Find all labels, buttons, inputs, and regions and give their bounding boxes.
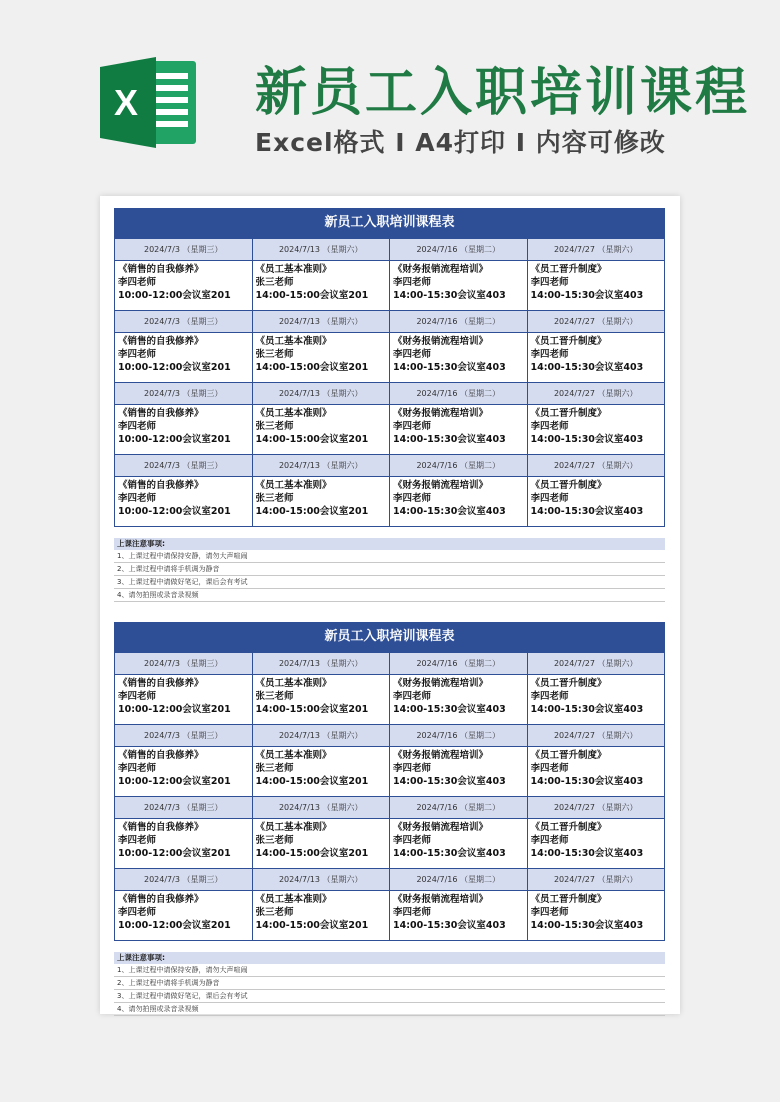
course-row — [115, 747, 665, 797]
course-name: 《财务报销流程培训》 — [393, 336, 489, 347]
course-time: 14:00-15:00会议室201 — [255, 920, 369, 931]
course-time: 14:00-15:30会议室403 — [530, 362, 644, 373]
course-cell — [115, 261, 253, 311]
course-time: 14:00-15:30会议室403 — [393, 506, 506, 517]
course-time: 10:00-12:00会议室201 — [118, 506, 231, 517]
date-cell: 2024/7/13 （星期六） — [252, 455, 390, 477]
course-name: 《员工晋升制度》 — [530, 678, 607, 689]
note-item: 4、请勿拍照或录音录视频 — [114, 589, 665, 602]
excel-logo-icon — [100, 55, 200, 150]
date-cell: 2024/7/13 （星期六） — [252, 797, 390, 819]
course-name: 《员工基本准则》 — [255, 750, 332, 761]
course-time: 14:00-15:30会议室403 — [530, 776, 644, 787]
course-name: 《财务报销流程培训》 — [393, 480, 489, 491]
course-time: 14:00-15:30会议室403 — [393, 434, 506, 445]
course-teacher: 张三老师 — [255, 493, 294, 504]
course-row — [115, 891, 665, 941]
course-row — [115, 261, 665, 311]
note-item: 4、请勿拍照或录音录视频 — [114, 1003, 665, 1016]
course-teacher: 李四老师 — [118, 763, 157, 774]
course-teacher: 李四老师 — [530, 277, 569, 288]
course-row — [115, 405, 665, 455]
date-cell: 2024/7/13 （星期六） — [252, 653, 390, 675]
course-teacher: 李四老师 — [118, 349, 157, 360]
date-cell: 2024/7/27 （星期六） — [527, 239, 665, 261]
date-cell: 2024/7/27 （星期六） — [527, 797, 665, 819]
course-teacher: 李四老师 — [530, 493, 569, 504]
schedule-block-1 — [114, 208, 665, 602]
course-name: 《财务报销流程培训》 — [393, 750, 489, 761]
course-time: 14:00-15:30会议室403 — [393, 362, 506, 373]
course-time: 14:00-15:00会议室201 — [255, 506, 369, 517]
schedule-table — [114, 238, 665, 527]
course-cell — [390, 891, 528, 941]
course-name: 《员工晋升制度》 — [530, 480, 607, 491]
course-row — [115, 333, 665, 383]
date-cell: 2024/7/13 （星期六） — [252, 725, 390, 747]
course-name: 《员工基本准则》 — [255, 678, 332, 689]
document-sheet — [100, 196, 680, 1014]
course-teacher: 李四老师 — [530, 907, 569, 918]
course-teacher: 李四老师 — [118, 277, 157, 288]
note-item: 1、上课过程中请保持安静，请勿大声喧闹 — [114, 550, 665, 563]
course-name: 《员工晋升制度》 — [530, 894, 607, 905]
course-teacher: 李四老师 — [530, 691, 569, 702]
course-name: 《员工晋升制度》 — [530, 336, 607, 347]
course-row — [115, 819, 665, 869]
note-item: 2、上课过程中请将手机调为静音 — [114, 563, 665, 576]
note-item: 2、上课过程中请将手机调为静音 — [114, 977, 665, 990]
date-cell: 2024/7/16 （星期二） — [390, 869, 528, 891]
course-cell — [527, 819, 665, 869]
course-time: 14:00-15:00会议室201 — [255, 362, 369, 373]
course-time: 14:00-15:30会议室403 — [393, 920, 506, 931]
course-name: 《销售的自我修养》 — [118, 336, 204, 347]
course-name: 《财务报销流程培训》 — [393, 822, 489, 833]
course-time: 14:00-15:30会议室403 — [393, 848, 506, 859]
date-cell: 2024/7/13 （星期六） — [252, 383, 390, 405]
course-time: 10:00-12:00会议室201 — [118, 920, 231, 931]
course-cell — [390, 261, 528, 311]
course-name: 《员工基本准则》 — [255, 336, 332, 347]
date-cell: 2024/7/3 （星期三） — [115, 653, 253, 675]
course-teacher: 张三老师 — [255, 691, 294, 702]
date-cell: 2024/7/3 （星期三） — [115, 725, 253, 747]
svg-text:X: X — [113, 82, 139, 123]
schedule-title: 新员工入职培训课程表 — [114, 208, 665, 238]
course-cell — [252, 819, 390, 869]
date-cell: 2024/7/27 （星期六） — [527, 311, 665, 333]
course-cell — [115, 333, 253, 383]
course-cell — [115, 675, 253, 725]
date-row — [115, 869, 665, 891]
course-cell — [527, 405, 665, 455]
course-time: 14:00-15:30会议室403 — [530, 506, 644, 517]
notes-section — [114, 952, 665, 1016]
course-cell — [390, 819, 528, 869]
course-cell — [527, 891, 665, 941]
date-cell: 2024/7/3 （星期三） — [115, 239, 253, 261]
course-name: 《员工晋升制度》 — [530, 750, 607, 761]
course-cell — [115, 819, 253, 869]
page-title: 新员工入职培训课程 — [255, 63, 751, 123]
date-cell: 2024/7/3 （星期三） — [115, 455, 253, 477]
course-teacher: 张三老师 — [255, 421, 294, 432]
page-subtitle: Excel格式 I A4打印 I 内容可修改 — [255, 128, 666, 157]
date-cell: 2024/7/27 （星期六） — [527, 383, 665, 405]
date-cell: 2024/7/16 （星期二） — [390, 383, 528, 405]
course-time: 14:00-15:30会议室403 — [530, 434, 644, 445]
course-teacher: 李四老师 — [393, 835, 432, 846]
date-cell: 2024/7/16 （星期二） — [390, 239, 528, 261]
course-teacher: 张三老师 — [255, 763, 294, 774]
note-item: 3、上课过程中请做好笔记，课后会有考试 — [114, 576, 665, 589]
course-teacher: 李四老师 — [118, 907, 157, 918]
course-name: 《销售的自我修养》 — [118, 750, 204, 761]
course-teacher: 李四老师 — [530, 421, 569, 432]
course-name: 《员工基本准则》 — [255, 480, 332, 491]
course-name: 《财务报销流程培训》 — [393, 264, 489, 275]
course-name: 《员工基本准则》 — [255, 822, 332, 833]
course-cell — [115, 405, 253, 455]
course-time: 10:00-12:00会议室201 — [118, 362, 231, 373]
course-name: 《销售的自我修养》 — [118, 822, 204, 833]
course-teacher: 李四老师 — [393, 691, 432, 702]
course-teacher: 李四老师 — [530, 349, 569, 360]
course-time: 14:00-15:00会议室201 — [255, 704, 369, 715]
date-row — [115, 797, 665, 819]
date-cell: 2024/7/13 （星期六） — [252, 239, 390, 261]
course-cell — [390, 477, 528, 527]
course-cell — [252, 675, 390, 725]
course-time: 14:00-15:00会议室201 — [255, 776, 369, 787]
course-teacher: 李四老师 — [530, 763, 569, 774]
date-cell: 2024/7/27 （星期六） — [527, 455, 665, 477]
date-row — [115, 653, 665, 675]
schedule-table — [114, 652, 665, 941]
course-time: 10:00-12:00会议室201 — [118, 776, 231, 787]
course-time: 10:00-12:00会议室201 — [118, 848, 231, 859]
course-name: 《销售的自我修养》 — [118, 408, 204, 419]
schedule-block-2 — [114, 622, 665, 1016]
notes-title: 上课注意事项: — [114, 952, 665, 964]
course-time: 14:00-15:30会议室403 — [530, 848, 644, 859]
course-teacher: 李四老师 — [530, 835, 569, 846]
course-name: 《销售的自我修养》 — [118, 480, 204, 491]
date-cell: 2024/7/27 （星期六） — [527, 653, 665, 675]
course-name: 《财务报销流程培训》 — [393, 678, 489, 689]
page-header — [0, 0, 780, 195]
course-cell — [390, 747, 528, 797]
date-cell: 2024/7/16 （星期二） — [390, 797, 528, 819]
course-teacher: 李四老师 — [393, 349, 432, 360]
course-teacher: 张三老师 — [255, 907, 294, 918]
date-cell: 2024/7/16 （星期二） — [390, 311, 528, 333]
course-time: 14:00-15:00会议室201 — [255, 848, 369, 859]
date-row — [115, 455, 665, 477]
course-cell — [252, 333, 390, 383]
course-name: 《员工基本准则》 — [255, 408, 332, 419]
course-teacher: 李四老师 — [393, 493, 432, 504]
course-time: 14:00-15:30会议室403 — [530, 704, 644, 715]
course-name: 《财务报销流程培训》 — [393, 408, 489, 419]
course-cell — [527, 333, 665, 383]
course-teacher: 李四老师 — [393, 277, 432, 288]
course-cell — [390, 675, 528, 725]
note-item: 1、上课过程中请保持安静，请勿大声喧闹 — [114, 964, 665, 977]
date-cell: 2024/7/3 （星期三） — [115, 869, 253, 891]
course-time: 14:00-15:00会议室201 — [255, 290, 369, 301]
date-cell: 2024/7/16 （星期二） — [390, 725, 528, 747]
course-time: 14:00-15:30会议室403 — [393, 704, 506, 715]
course-teacher: 李四老师 — [118, 421, 157, 432]
course-teacher: 李四老师 — [393, 421, 432, 432]
course-name: 《财务报销流程培训》 — [393, 894, 489, 905]
date-cell: 2024/7/16 （星期二） — [390, 455, 528, 477]
course-time: 14:00-15:30会议室403 — [393, 776, 506, 787]
date-row — [115, 725, 665, 747]
course-teacher: 李四老师 — [118, 493, 157, 504]
course-cell — [527, 675, 665, 725]
course-cell — [115, 747, 253, 797]
course-time: 14:00-15:30会议室403 — [530, 290, 644, 301]
course-time: 10:00-12:00会议室201 — [118, 290, 231, 301]
course-name: 《销售的自我修养》 — [118, 264, 204, 275]
course-teacher: 张三老师 — [255, 349, 294, 360]
course-cell — [527, 747, 665, 797]
course-teacher: 张三老师 — [255, 835, 294, 846]
course-cell — [115, 891, 253, 941]
date-cell: 2024/7/13 （星期六） — [252, 311, 390, 333]
date-cell: 2024/7/3 （星期三） — [115, 311, 253, 333]
date-cell: 2024/7/13 （星期六） — [252, 869, 390, 891]
course-cell — [115, 477, 253, 527]
course-time: 14:00-15:30会议室403 — [393, 290, 506, 301]
course-name: 《销售的自我修养》 — [118, 678, 204, 689]
course-time: 14:00-15:30会议室403 — [530, 920, 644, 931]
course-cell — [252, 747, 390, 797]
note-item: 3、上课过程中请做好笔记，课后会有考试 — [114, 990, 665, 1003]
course-name: 《员工晋升制度》 — [530, 264, 607, 275]
date-cell: 2024/7/3 （星期三） — [115, 383, 253, 405]
course-cell — [390, 333, 528, 383]
schedule-title: 新员工入职培训课程表 — [114, 622, 665, 652]
course-teacher: 李四老师 — [118, 691, 157, 702]
course-name: 《员工基本准则》 — [255, 264, 332, 275]
course-cell — [252, 891, 390, 941]
course-teacher: 张三老师 — [255, 277, 294, 288]
course-cell — [390, 405, 528, 455]
course-teacher: 李四老师 — [393, 763, 432, 774]
date-row — [115, 311, 665, 333]
course-row — [115, 675, 665, 725]
date-cell: 2024/7/27 （星期六） — [527, 725, 665, 747]
course-time: 14:00-15:00会议室201 — [255, 434, 369, 445]
course-name: 《员工晋升制度》 — [530, 822, 607, 833]
notes-section — [114, 538, 665, 602]
course-name: 《员工基本准则》 — [255, 894, 332, 905]
course-name: 《销售的自我修养》 — [118, 894, 204, 905]
course-teacher: 李四老师 — [118, 835, 157, 846]
course-cell — [527, 477, 665, 527]
date-cell: 2024/7/16 （星期二） — [390, 653, 528, 675]
notes-title: 上课注意事项: — [114, 538, 665, 550]
course-cell — [252, 261, 390, 311]
date-row — [115, 383, 665, 405]
course-cell — [252, 477, 390, 527]
course-row — [115, 477, 665, 527]
course-name: 《员工晋升制度》 — [530, 408, 607, 419]
course-cell — [527, 261, 665, 311]
course-time: 10:00-12:00会议室201 — [118, 434, 231, 445]
course-time: 10:00-12:00会议室201 — [118, 704, 231, 715]
date-cell: 2024/7/27 （星期六） — [527, 869, 665, 891]
course-cell — [252, 405, 390, 455]
course-teacher: 李四老师 — [393, 907, 432, 918]
date-cell: 2024/7/3 （星期三） — [115, 797, 253, 819]
date-row — [115, 239, 665, 261]
